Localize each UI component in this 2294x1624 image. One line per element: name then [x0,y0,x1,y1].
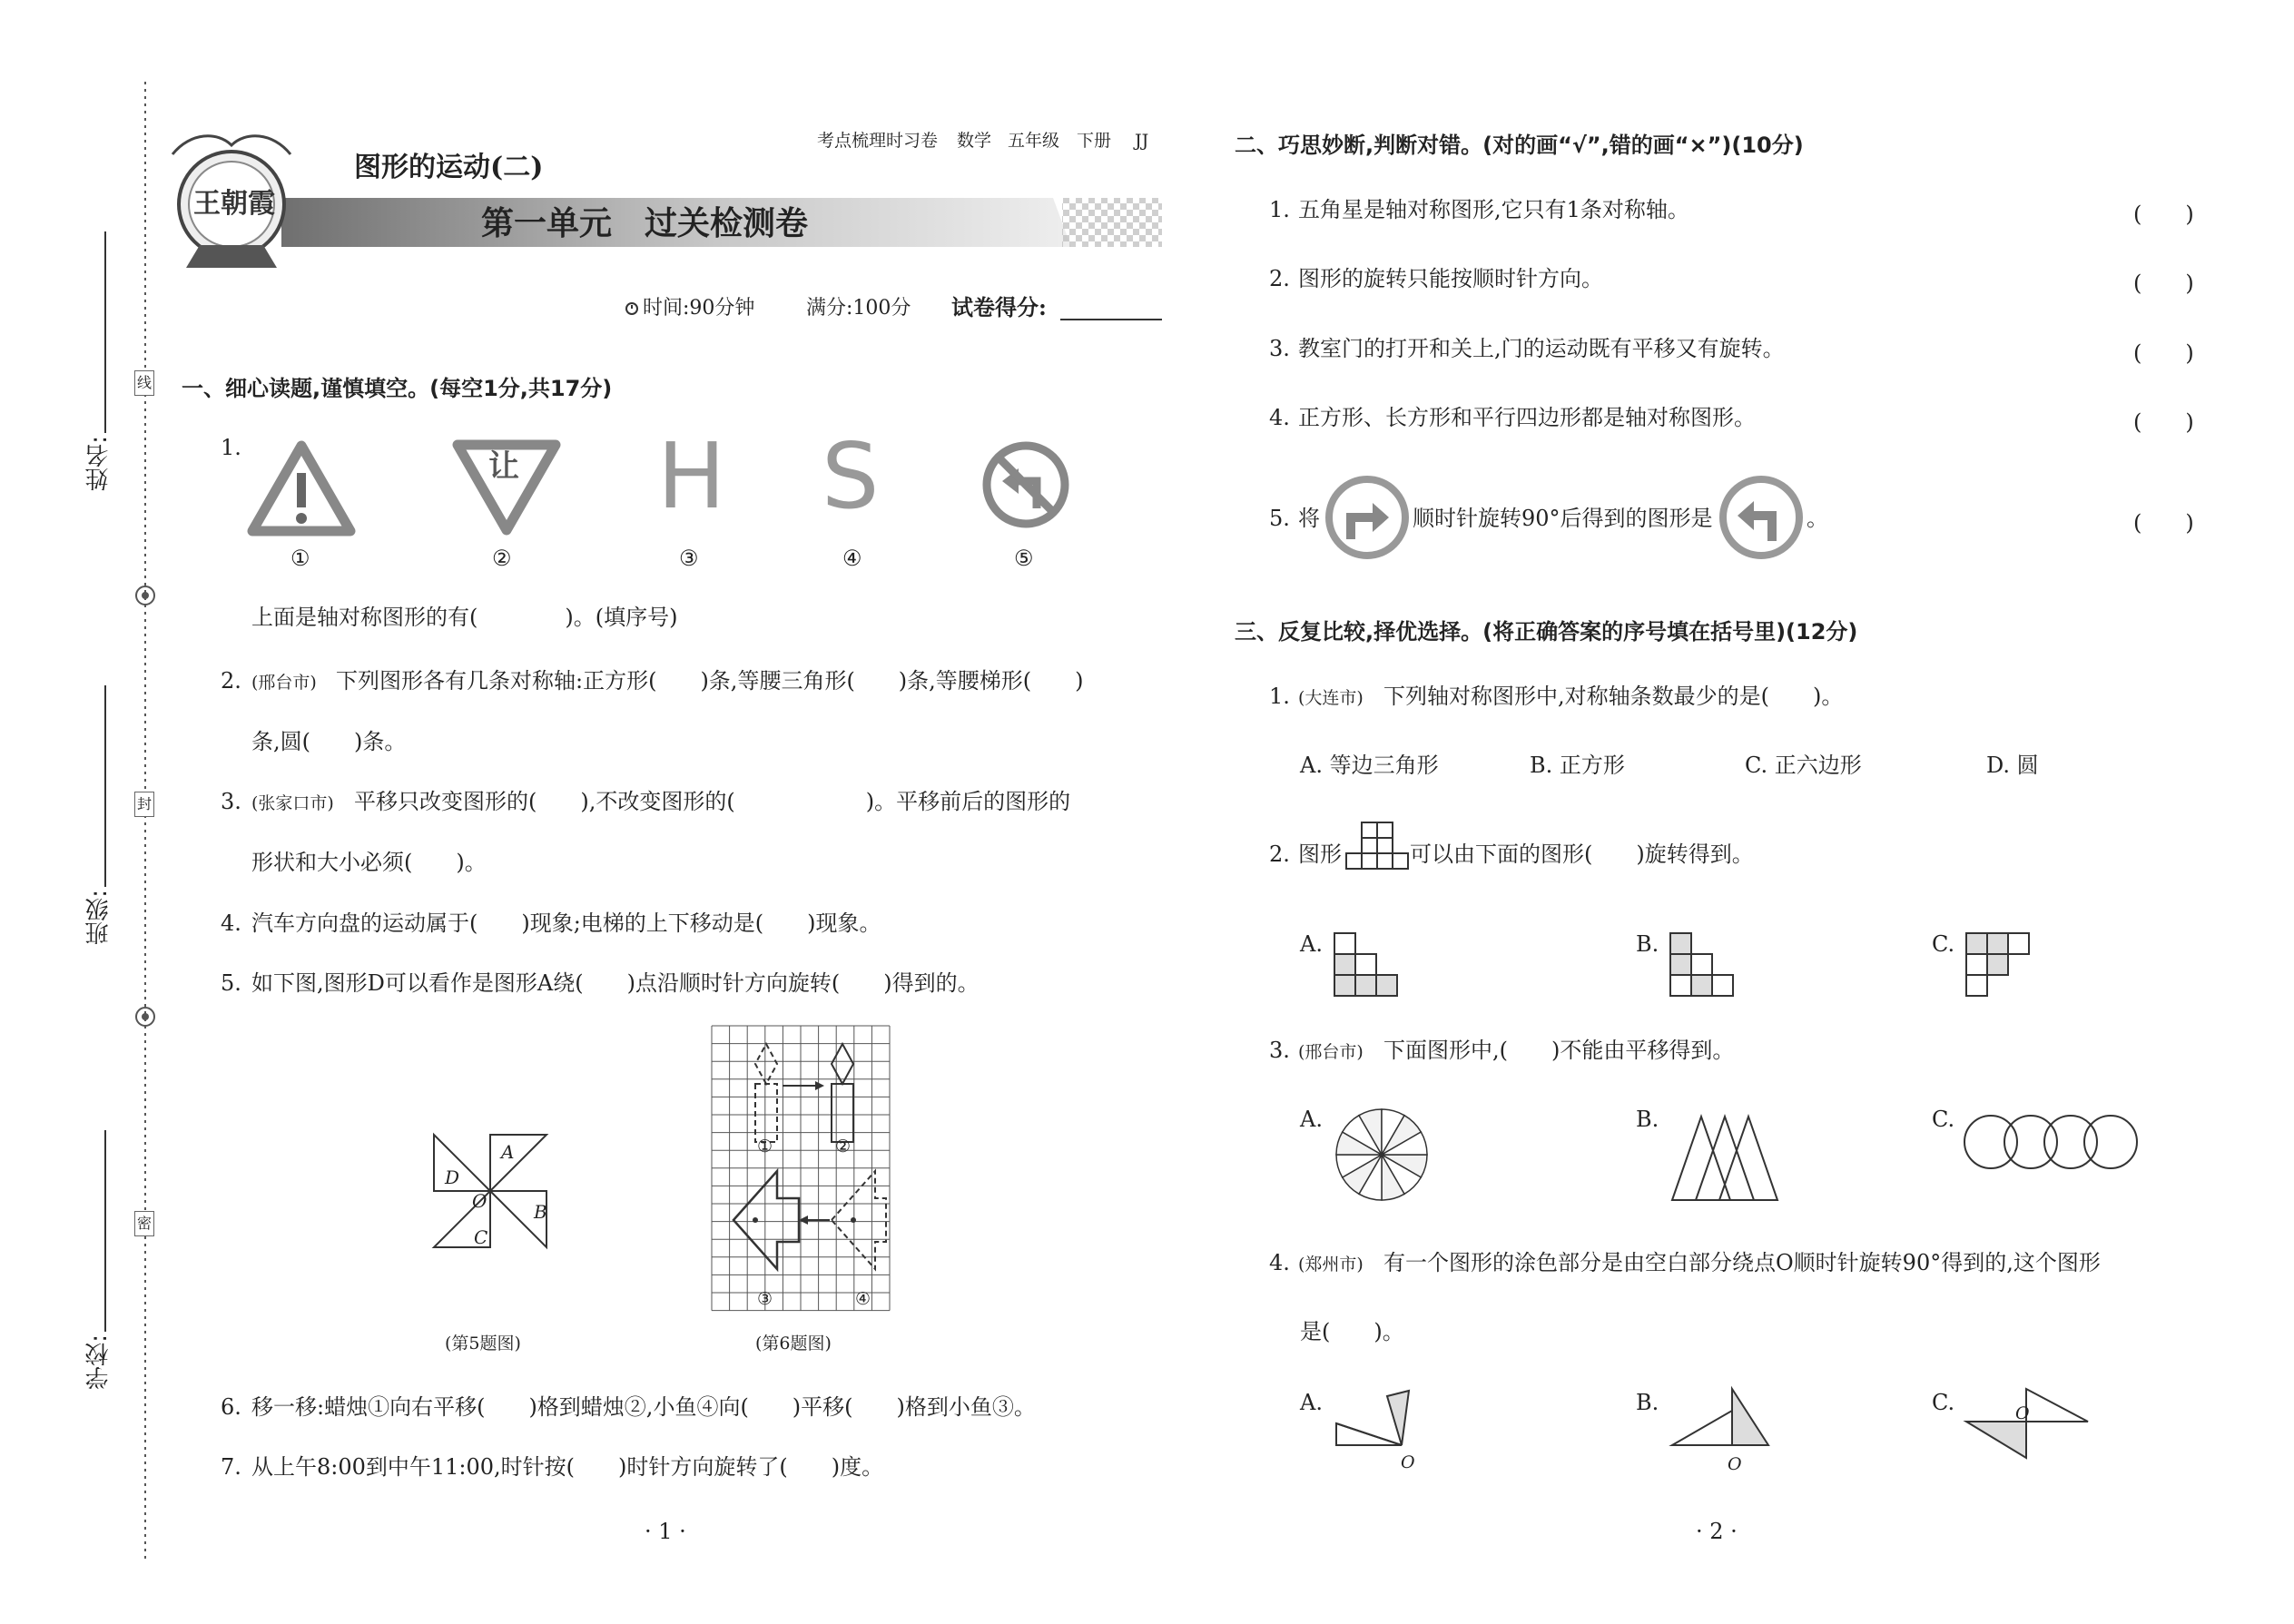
q2-number: 2. [221,668,241,694]
judge-3-text: 教室门的打开和关上,门的运动既有平移又有旋转。 [1298,336,1785,361]
page2-number: · 2 · [1696,1519,1738,1544]
name-underline [103,231,107,433]
judge-5-answer[interactable]: ( ) [2133,510,2194,536]
pinwheel-figure [431,1126,567,1262]
turn-right-sign-icon [1324,474,1411,561]
edition: JJ [1135,131,1149,151]
judge-5-post: 。 [1807,506,1828,531]
choice-3-option-c[interactable]: C. [1932,1107,1955,1132]
judge-1-answer[interactable]: ( ) [2133,202,2194,227]
fig5-caption: (第5题图) [445,1334,521,1353]
q7-number: 7. [221,1454,241,1480]
judge-2-answer[interactable]: ( ) [2133,271,2194,296]
school-label: 学校: [85,1334,113,1390]
grid-label-3: ③ [757,1289,773,1309]
sign-label-3: ③ [679,546,699,571]
sign-label-5: ⑤ [1014,546,1034,571]
choice-3-option-a[interactable]: A. [1300,1107,1323,1132]
subject: 数学 [957,131,992,151]
no-left-turn-sign-icon [980,439,1071,530]
choice-4-option-a[interactable]: A. [1300,1390,1323,1415]
name-label: 姓名: [85,436,113,491]
q7-text: 从上午8:00到中午11:00,时针按( )时针方向旋转了( )度。 [251,1454,884,1480]
binding-ornament-icon [133,1004,158,1029]
choice-4-city: (郑州市) [1298,1255,1364,1275]
term: 下册 [1077,131,1112,151]
judge-4-number: 4. [1269,405,1290,430]
choice-4-c-point: O [2015,1403,2030,1423]
q2-line1: 下列图形各有几条对称轴:正方形( )条,等腰三角形( )条,等腰梯形( ) [336,668,1084,694]
school-underline [103,1130,107,1332]
turn-left-sign-icon [1718,474,1805,561]
fig6-caption: (第6题图) [755,1334,832,1353]
choice-3-triangles [1669,1109,1787,1205]
binding-dotted-line [143,82,147,1561]
judge-4-answer[interactable]: ( ) [2133,409,2194,435]
clock-icon [625,301,639,316]
choice-3-circle-sectors [1333,1106,1433,1206]
grid-label-4: ④ [855,1289,871,1309]
section2-title: 二、巧思妙断,判断对错。(对的画“√”,错的画“×”)(10分) [1235,133,1804,158]
choice-3-number: 3. [1269,1038,1290,1063]
choice-4-shape-c [1964,1385,2101,1462]
judge-2-text: 图形的旋转只能按顺时针方向。 [1298,266,1603,291]
score-label: 试卷得分: [951,294,1047,320]
section3-title: 三、反复比较,择优选择。(将正确答案的序号填在括号里)(12分) [1235,619,1858,645]
judge-5-pre: 将 [1298,506,1320,531]
series-name: 考点梳理时习卷 [817,131,939,151]
full-score: 满分:100分 [806,297,911,320]
choice-2-target-shape [1344,821,1409,886]
choice-2-shape-a [1333,931,1401,999]
choice-3-text: 下面图形中,( )不能由平移得到。 [1383,1038,1735,1063]
choice-1-option-d[interactable]: D. 圆 [1986,753,2039,778]
section1-title: 一、细心读题,谨慎填空。(每空1分,共17分) [182,376,613,401]
binding-mark-1: 线 [134,370,154,396]
q1-number: 1. [221,435,241,460]
pinwheel-label-o: O [472,1190,487,1212]
grade: 五年级 [1008,131,1060,151]
choice-4-number: 4. [1269,1250,1290,1275]
q6-text: 移一移:蜡烛①向右平移( )格到蜡烛②,小鱼④向( )平移( )格到小鱼③。 [251,1394,1036,1420]
choice-4-option-c[interactable]: C. [1932,1390,1955,1415]
judge-4-text: 正方形、长方形和平行四边形都是轴对称图形。 [1298,405,1756,430]
choice-3-circles [1961,1107,2138,1180]
page1-number: · 1 · [645,1519,686,1544]
q2-line2: 条,圆( )条。 [251,729,407,754]
q1-text: 上面是轴对称图形的有( )。(填序号) [251,605,678,630]
grid-label-1: ① [757,1137,773,1156]
q3-line2: 形状和大小必须( )。 [251,850,487,875]
unit-title: 第一单元 过关检测卷 [481,205,809,242]
grid-label-2: ② [835,1137,852,1156]
pinwheel-label-b: B [534,1201,547,1223]
yield-sign-text: 让 [488,448,519,485]
choice-4-line2: 是( )。 [1300,1319,1404,1344]
sign-label-1: ① [290,546,310,571]
choice-2-shape-b [1669,931,1737,999]
choice-4-line1: 有一个图形的涂色部分是由空白部分绕点O顺时针旋转90°得到的,这个图形 [1383,1250,2101,1275]
q4-text-number: 4. [221,910,241,936]
choice-2-shape-c [1964,931,2033,999]
choice-4-option-b[interactable]: B. [1636,1390,1659,1415]
choice-1-option-a[interactable]: A. 等边三角形 [1300,753,1439,778]
choice-2-pre: 图形 [1298,842,1342,867]
choice-2-option-b[interactable]: B. [1636,931,1659,957]
sign-label-2: ② [492,546,512,571]
pinwheel-label-c: C [474,1226,488,1248]
choice-1-number: 1. [1269,684,1290,709]
q2-city: (邢台市) [251,673,317,693]
judge-5-number: 5. [1269,506,1290,531]
pinwheel-label-d: D [445,1166,460,1188]
score-blank[interactable] [1060,318,1162,321]
choice-3-city: (邢台市) [1298,1042,1364,1062]
choice-1-option-b[interactable]: B. 正方形 [1530,753,1625,778]
logo-text: 王朝霞 [193,188,275,220]
translation-grid-figure [712,1026,893,1312]
choice-1-city: (大连市) [1298,688,1364,708]
class-underline [103,685,107,887]
class-label: 班级: [85,890,113,945]
judge-5-mid: 顺时针旋转90°后得到的图形是 [1413,506,1713,531]
sign-label-4: ④ [842,546,862,571]
judge-1-number: 1. [1269,197,1290,222]
exam-time: 时间:90分钟 [643,297,755,320]
choice-1-option-c[interactable]: C. 正六边形 [1745,753,1862,778]
choice-2-post: 可以由下面的图形( )旋转得到。 [1410,842,1754,867]
q5-text: 如下图,图形D可以看作是图形A绕( )点沿顺时针方向旋转( )得到的。 [251,970,980,996]
judge-1-text: 五角星是轴对称图形,它只有1条对称轴。 [1298,197,1689,222]
warning-sign-icon [247,440,356,536]
choice-4-b-point: O [1728,1454,1742,1474]
choice-4-shape-b [1669,1387,1777,1460]
choice-2-number: 2. [1269,842,1290,867]
choice-4-a-point: O [1401,1452,1415,1472]
choice-1-text: 下列轴对称图形中,对称轴条数最少的是( )。 [1383,684,1844,709]
q5-number: 5. [221,970,241,996]
binding-mark-2: 封 [134,792,154,817]
letter-s: S [822,423,880,529]
letter-h: H [657,423,726,529]
choice-2-option-c[interactable]: C. [1932,931,1955,957]
q6-number: 6. [221,1394,241,1420]
lesson-title: 图形的运动(二) [354,152,544,183]
choice-2-option-a[interactable]: A. [1300,931,1323,957]
judge-3-number: 3. [1269,336,1290,361]
q4-text: 汽车方向盘的运动属于( )现象;电梯的上下移动是( )现象。 [251,910,881,936]
q3-city: (张家口市) [251,793,334,813]
q3-number: 3. [221,789,241,814]
binding-mark-3: 密 [134,1211,154,1236]
judge-2-number: 2. [1269,266,1290,291]
binding-ornament-icon [133,583,158,608]
choice-3-option-b[interactable]: B. [1636,1107,1659,1132]
q3-line1: 平移只改变图形的( ),不改变图形的( )。平移前后的图形的 [354,789,1071,814]
pinwheel-label-a: A [501,1141,515,1163]
judge-3-answer[interactable]: ( ) [2133,340,2194,366]
